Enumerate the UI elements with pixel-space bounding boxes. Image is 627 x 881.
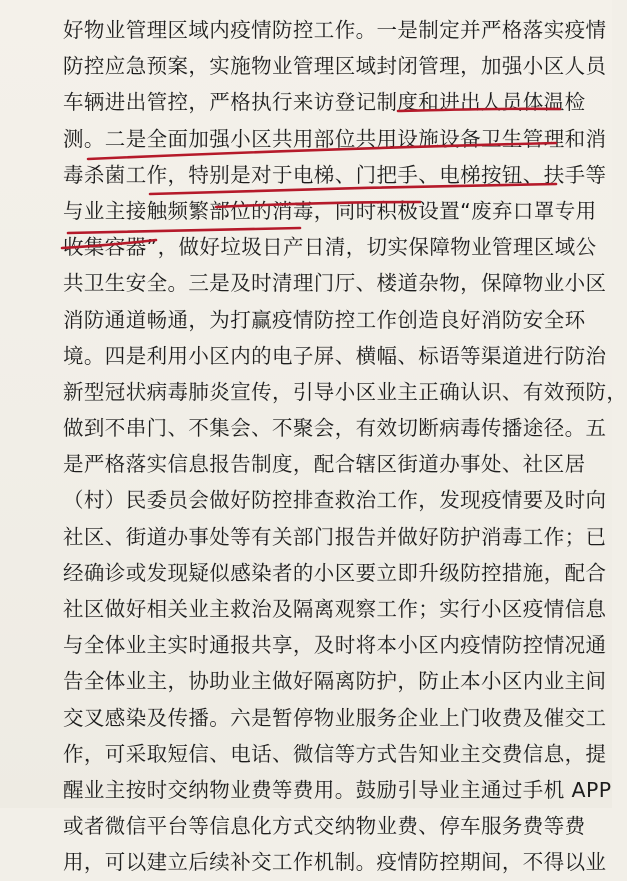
text-line: （村）民委员会做好防控排查救治工作，发现疫情要及时向 (63, 488, 607, 513)
text-line: 醒业主按时交纳物业费等费用。鼓励引导业主通过手机 APP (63, 777, 612, 802)
text-line: 交叉感染及传播。六是暂停物业服务企业上门收费及催交工 (63, 705, 607, 730)
text-line: 告全体业主，协助业主做好隔离防护，防止本小区内业主间 (63, 669, 607, 694)
text-line: 新型冠状病毒肺炎宣传，引导小区业主正确认识、有效预防， (63, 379, 627, 404)
text-line: 用，可以建立后续补交工作机制。疫情防控期间，不得以业 (63, 850, 607, 875)
text-line: 与业主接触频繁部位的消毒，同时积极设置“废弃口罩专用 (63, 198, 597, 223)
text-line: 共卫生安全。三是及时清理门厅、楼道杂物，保障物业小区 (63, 271, 607, 296)
text-line: 是严格落实信息报告制度，配合辖区街道办事处、社区居 (63, 452, 586, 477)
text-line: 测。二是全面加强小区共用部位共用设施设备卫生管理和消 (63, 126, 607, 151)
document-body (63, 12, 627, 881)
text-line: 作，可采取短信、电话、微信等方式告知业主交费信息，提 (63, 741, 607, 766)
text-line: 车辆进出管控，严格执行来访登记制度和进出人员体温检 (63, 90, 586, 115)
text-line: 消防通道畅通，为打赢疫情防控工作创造良好消防安全环 (63, 307, 586, 332)
text-line: 与全体业主实时通报共享，及时将本小区内疫情防控情况通 (63, 633, 607, 658)
text-line: 社区做好相关业主救治及隔离观察工作；实行小区疫情信息 (63, 597, 607, 621)
text-line: 毒杀菌工作，特别是对于电梯、门把手、电梯按钮、扶手等 (63, 162, 607, 187)
text-line: 做到不串门、不集会、不聚会，有效切断病毒传播途径。五 (63, 416, 607, 441)
text-line: 社区、街道办事处等有关部门报告并做好防护消毒工作；已 (63, 524, 607, 549)
text-line: 防控应急预案，实施物业管理区域封闭管理，加强小区人员 (63, 54, 607, 79)
text-line: 境。四是利用小区内的电子屏、横幅、标语等渠道进行防治 (63, 343, 607, 368)
text-line: 好物业管理区域内疫情防控工作。一是制定并严格落实疫情 (63, 18, 607, 42)
text-line: 收集容器”，做好垃圾日产日清，切实保障物业管理区域公 (63, 235, 597, 260)
text-line: 或者微信平台等信息化方式交纳物业费、停车服务费等费 (63, 814, 586, 839)
text-line: 经确诊或发现疑似感染者的小区要立即升级防控措施，配合 (63, 560, 607, 585)
